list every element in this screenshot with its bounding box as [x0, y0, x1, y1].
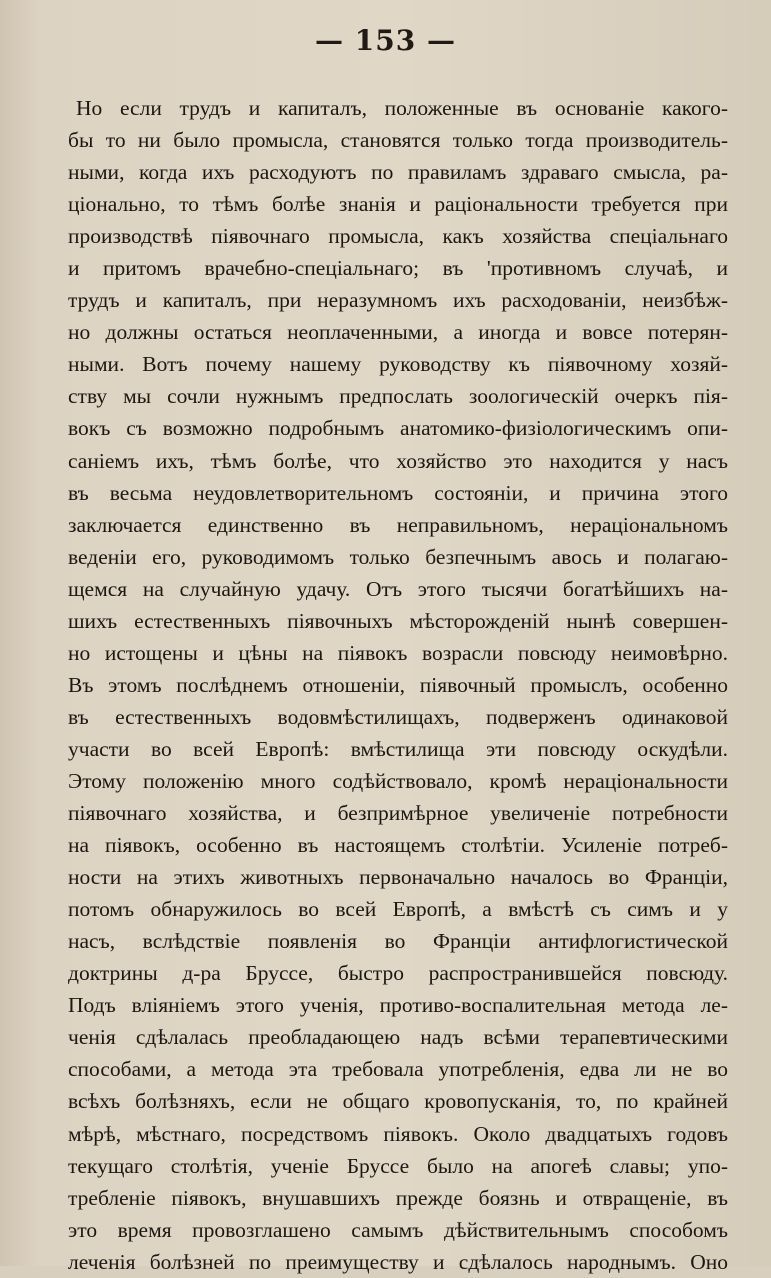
text-line: мѣрѣ, мѣстнаго, посредствомъ піявокъ. Около двадцатыхъ годовъ [68, 1121, 728, 1146]
text-line: Но если трудъ и капиталъ, положенные въ основаніе какого- [76, 96, 728, 120]
text-line: доктрины д-ра Бруссе, быстро распространившейся повсюду. [68, 961, 728, 986]
text-line: производствѣ піявочнаго промысла, какъ хозяйства спеціальнаго [68, 224, 728, 249]
text-line: ціонально, то тѣмъ болѣе знанія и раціональности требуется при [68, 192, 728, 217]
page-number: — 153 — [315, 24, 456, 57]
text-line: вокъ съ возможно подробнымъ анатомико-физіологическимъ опи- [68, 416, 728, 441]
text-line: ности на этихъ животныхъ первоначально началось во Франціи, [68, 865, 728, 890]
text-line: требленіе піявокъ, внушавшихъ прежде боязнь и отвращеніе, въ [68, 1185, 728, 1210]
text-line: шихъ естественныхъ піявочныхъ мѣсторожденій нынѣ совершен- [68, 608, 728, 633]
text-line: трудъ и капиталъ, при неразумномъ ихъ расходованіи, неизбѣж- [68, 288, 728, 313]
text-line: насъ, вслѣдствіе появленія во Франціи антифлогистической [68, 929, 728, 954]
text-line: на піявокъ, особенно въ настоящемъ столѣтіи. Усиленіе потреб- [68, 833, 728, 858]
text-line: щемся на случайную удачу. Отъ этого тысячи богатѣйшихъ на- [68, 576, 728, 601]
text-line: это время провозглашено самымъ дѣйствительнымъ способомъ [68, 1217, 728, 1242]
text-line: бы то ни было промысла, становятся только тогда производитель- [68, 128, 728, 153]
body-text [68, 92, 728, 1278]
text-line: но истощены и цѣны на піявокъ возрасли повсюду неимовѣрно. [68, 640, 728, 665]
text-line: всѣхъ болѣзняхъ, если не общаго кровопусканія, то, по крайней [68, 1089, 728, 1114]
text-line: ству мы сочли нужнымъ предпослать зоологическій очеркъ пія- [68, 384, 728, 409]
text-line: Въ этомъ послѣднемъ отношеніи, піявочный промыслъ, особенно [68, 672, 728, 697]
text-line: потомъ обнаружилось во всей Европѣ, а вмѣстѣ съ симъ и у [68, 897, 728, 922]
text-line: но должны остаться неоплаченными, а иногда и вовсе потерян- [68, 320, 728, 345]
text-line: Этому положенію много содѣйствовало, кромѣ нераціональности [68, 768, 728, 793]
text-line: веденіи его, руководимомъ только безпечнымъ авось и полагаю- [68, 544, 728, 569]
text-line: текущаго столѣтія, ученіе Бруссе было на апогеѣ славы; упо- [68, 1153, 728, 1178]
text-line: ными. Вотъ почему нашему руководству къ піявочному хозяй- [68, 352, 728, 377]
text-line: леченія болѣзней по преимуществу и сдѣлалось народнымъ. Оно [68, 1249, 728, 1274]
text-line: ченія сдѣлалась преобладающею надъ всѣми терапевтическими [68, 1025, 728, 1050]
text-line: піявочнаго хозяйства, и безпримѣрное увеличеніе потребности [68, 801, 728, 826]
text-line: Подъ вліяніемъ этого ученія, противо-воспалительная метода ле- [68, 993, 728, 1018]
text-line: и притомъ врачебно-спеціальнаго; въ 'противномъ случаѣ, и [68, 256, 728, 281]
text-line: участи во всей Европѣ: вмѣстилища эти повсюду оскудѣли. [68, 736, 728, 761]
text-line: саніемъ ихъ, тѣмъ болѣе, что хозяйство это находится у насъ [68, 448, 728, 473]
text-line: заключается единственно въ неправильномъ, нераціональномъ [68, 512, 728, 537]
text-line: въ естественныхъ водовмѣстилищахъ, подверженъ одинаковой [68, 704, 728, 729]
text-line: ными, когда ихъ расходуютъ по правиламъ здраваго смысла, ра- [68, 160, 728, 185]
text-line: въ весьма неудовлетворительномъ состояніи, и причина этого [68, 480, 728, 505]
text-line: способами, а метода эта требовала употребленія, едва ли не во [68, 1057, 728, 1082]
